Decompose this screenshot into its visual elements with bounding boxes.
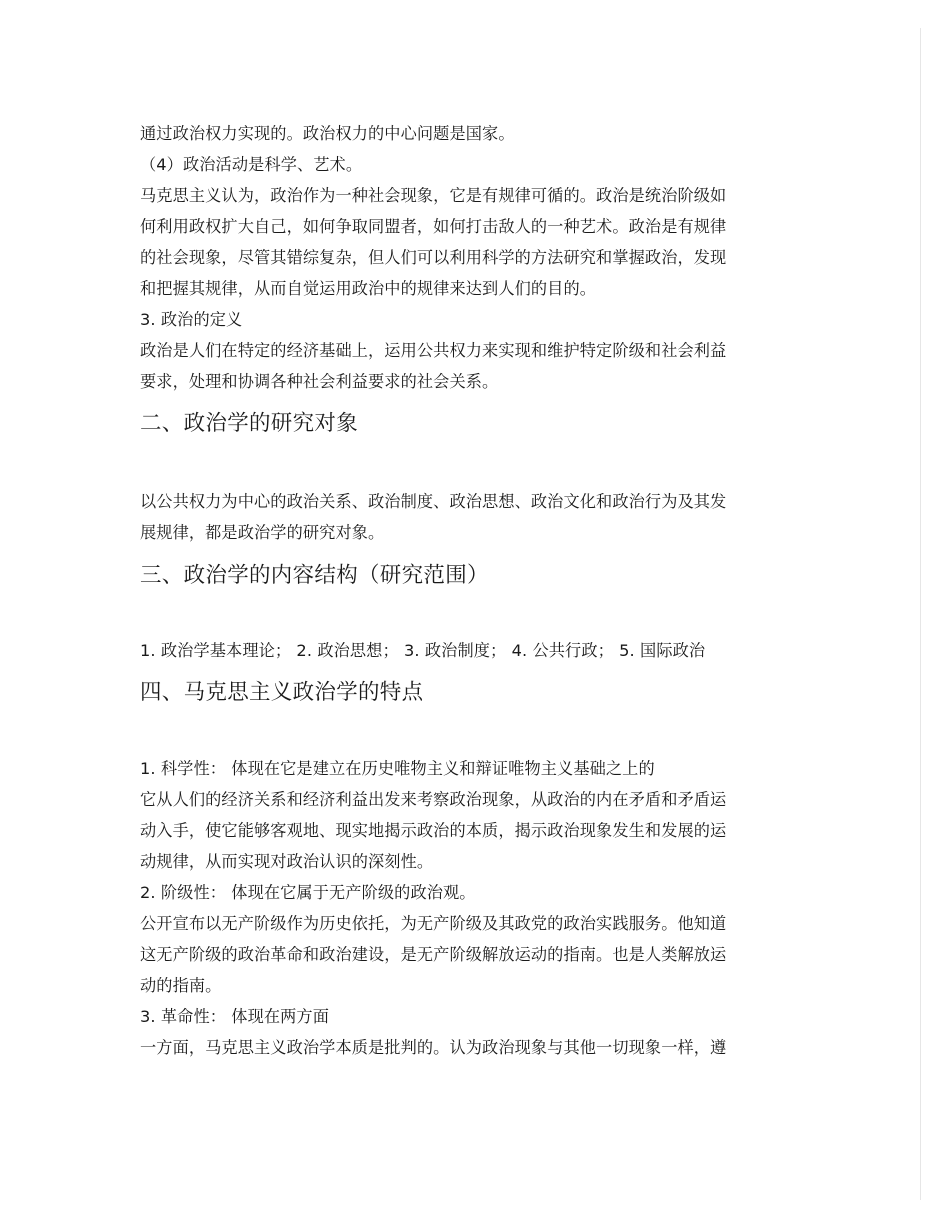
paragraph-line: 要求，处理和协调各种社会利益要求的社会关系。 [140, 372, 499, 391]
feature-title-class: 2. 阶级性： 体现在它属于无产阶级的政治观。 [140, 883, 476, 902]
paragraph-line: 政治是人们在特定的经济基础上，运用公共权力来实现和维护特定阶级和社会利益 [140, 341, 727, 360]
paragraph-line: 公开宣布以无产阶级作为历史依托，为无产阶级及其政党的政治实践服务。他知道 [140, 914, 727, 933]
paragraph-line: 通过政治权力实现的。政治权力的中心问题是国家。 [140, 124, 515, 143]
paragraph-line: 展规律，都是政治学的研究对象。 [140, 523, 385, 542]
paragraph-line: 以公共权力为中心的政治关系、政治制度、政治思想、政治文化和政治行为及其发 [140, 492, 727, 511]
section-heading-research-object: 二、政治学的研究对象 [140, 411, 359, 436]
section-heading-content-structure: 三、政治学的内容结构（研究范围） [140, 563, 489, 588]
paragraph-line: 动入手，使它能够客观地、现实地揭示政治的本质，揭示政治现象发生和发展的运 [140, 821, 727, 840]
paragraph-line: 动规律，从而实现对政治认识的深刻性。 [140, 852, 434, 871]
subsection-title: 3. 政治的定义 [140, 310, 243, 329]
section-heading-marxist-features: 四、马克思主义政治学的特点 [140, 680, 424, 705]
feature-title-scientific: 1. 科学性： 体现在它是建立在历史唯物主义和辩证唯物主义基础之上的 [140, 759, 655, 778]
paragraph-line: 动的指南。 [140, 976, 222, 995]
paragraph-line: 的社会现象，尽管其错综复杂，但人们可以利用科学的方法研究和掌握政治，发现 [140, 248, 727, 267]
paragraph-line: 它从人们的经济关系和经济利益出发来考察政治现象，从政治的内在矛盾和矛盾运 [140, 790, 727, 809]
document-body [140, 118, 770, 1063]
content-structure-list: 1. 政治学基本理论； 2. 政治思想； 3. 政治制度； 4. 公共行政； 5. 国际政治 [140, 641, 706, 660]
paragraph-line: 一方面，马克思主义政治学本质是批判的。认为政治现象与其他一切现象一样，遵 [140, 1038, 727, 1057]
paragraph-line: 何利用政权扩大自己，如何争取同盟者，如何打击敌人的一种艺术。政治是有规律 [140, 217, 727, 236]
feature-title-revolutionary: 3. 革命性： 体现在两方面 [140, 1007, 330, 1026]
paragraph-line: 这无产阶级的政治革命和政治建设，是无产阶级解放运动的指南。也是人类解放运 [140, 945, 727, 964]
paragraph-line: 马克思主义认为，政治作为一种社会现象，它是有规律可循的。政治是统治阶级如 [140, 186, 727, 205]
page-edge-divider [920, 28, 921, 1200]
paragraph-line: 和把握其规律，从而自觉运用政治中的规律来达到人们的目的。 [140, 279, 597, 298]
subsection-item: （4）政治活动是科学、艺术。 [140, 155, 363, 174]
